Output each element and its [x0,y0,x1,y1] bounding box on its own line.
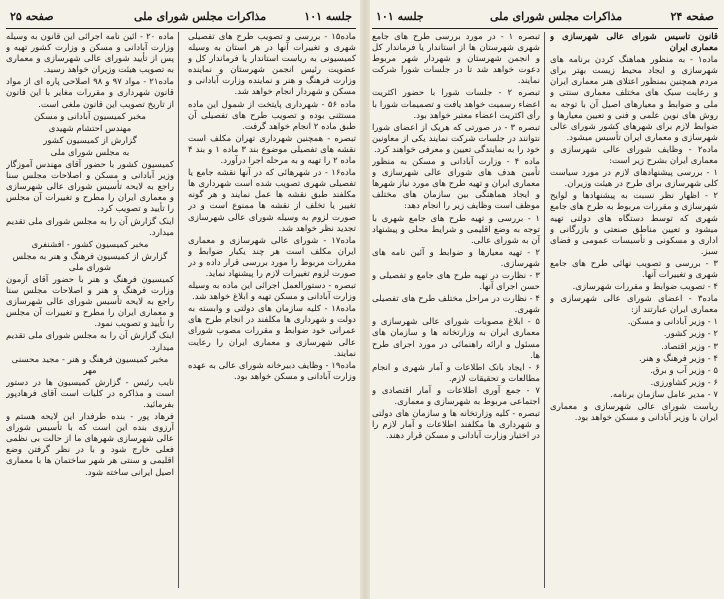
paragraph: اینک گزارش آن را به مجلس شورای ملی تقدیم میدارد. [6,216,174,238]
left-page-session: جلسه ۱۰۱ [304,10,352,23]
list-item: ۲ - تهیه معیارها و ضوابط و آئین نامه های شهرسازی. [372,247,540,269]
law-title: قانون تأسیس شورای عالی شهرسازی و معماری ایران [550,32,718,54]
report-heading: گزارش از کمیسیون کشور [43,135,137,146]
paragraph: ماده۲ - وظایف شورای عالی شهرسازی و معماری ایران بشرح زیر است: [550,144,718,167]
paragraph: اینک گزارش آن را به مجلس شورای ملی تقدیم میدارد. [6,331,174,353]
left-page-title: مذاکرات مجلس شورای ملی [134,10,267,23]
paragraph: کمیسیون فرهنگ و هنر با حضور آقای آزمون وزارت فرهنگ و هنر و اصلاحات مجلس سنا راجع به لایحه تأسیس شورای عالی شهرسازی و معماری ایران را مطرح و تغییرات آن مجلس را تأیید و تصویب نمود. [6,274,174,330]
right-page [372,8,718,593]
paragraph: تبصره - دستورالعمل اجرائی این ماده به وسیله وزارت آبادانی و مسکن تهیه و ابلاغ خواهد شد. [188,281,356,303]
paragraph: فرهاد پور - بنده طرفدار این لایحه هستم و آرزوی بنده این است که با تأسیس شورای عالی شهرسازی شهرهای ما از حالت بی نظمی فعلی خارج شود و با در نظر گرفتن وضع اقلیمی و سنتی هر شهر ساختمان ها با معماری اصیل ایرانی ساخته شود. [6,412,174,478]
right-page-columns [372,32,718,592]
paragraph: ماده ۲۰ - آئین نامه اجرائی این قانون به وسیله وزارت آبادانی و مسکن و وزارت کشور تهیه و پس از تأیید شورای عالی شهرسازی و معماری به تصویب هیئت وزیران خواهد رسید. [6,32,174,76]
paragraph: تبصره - همچنین شهرداری تهران مکلف است نقشه های تفصیلی موضوع بند ۳ ماده ۱ و بند ۴ ماده ۲ را تهیه و به مرحله اجرا درآورد. [188,133,356,167]
paragraph: ماده ۵۶ - شهرداری پایتخت از شمول این ماده مستثنی بوده و تصویب طرح های تفصیلی آن طبق ماده ۲ انجام خواهد گرفت. [188,99,356,132]
left-page-right-column [188,32,356,590]
list-item: ۴ - وزیر فرهنگ و هنر. [638,353,718,364]
list-item: ۶ - وزیر کشاورزی. [650,377,718,388]
list-item: ۵ - ابلاغ مصوبات شورای عالی شهرسازی و معماری ایران به وزارتخانه ها و سازمان های مسئول و ارائه راهنمائی در مورد اجرای طرح ها. [372,317,540,361]
list-item: ۳ - وزیر اقتصاد. [661,341,718,352]
list-item: ۳ - نظارت در تهیه طرح های جامع و تفصیلی و حسن اجرای آنها. [372,270,540,293]
list-item: ۷ - مدیر عامل سازمان برنامه. [610,389,718,400]
list-item: ۶ - ایجاد بانک اطلاعات و آمار شهری و انجام مطالعات و تحقیقات لازم. [372,362,540,384]
signature-line: مهندس احتشام شهیدی [48,123,132,134]
paragraph: ۲ - اظهار نظر نسبت به پیشنهادها و لوایح شهرسازی و مقررات مربوط به طرح های جامع شهری که توسط دستگاه های دولتی تهیه میشود و تعیین مناطق صنعتی و بازرگانی و اداری و مسکونی و تأسیسات عمومی و فضای سبز. [550,191,718,257]
paragraph: ۴ - تصویب ضوابط و مقررات شهرسازی. [572,282,718,293]
signature-line: مخبر کمیسیون آبادانی و مسکن [34,111,146,122]
right-page-session: جلسه ۱۰۱ [376,10,424,23]
paragraph: ماده۲۱ - مواد ۹۷ و ۹۸ اصلاحی پاره ای از مواد قانون شهرداری و مقررات مغایر با این قانون از تاریخ تصویب این قانون ملغی است. [6,77,174,110]
left-page-number: صفحه ۲۵ [10,10,54,23]
paragraph: ریاست شورای عالی شهرسازی و معماری ایران با وزیر آبادانی و مسکن خواهد بود. [550,402,718,424]
paragraph: ۳ - بررسی و تصویب نهائی طرح های جامع شهری و تغییرات آنها. [550,258,718,280]
signature-line: مخبر کمیسیون فرهنگ و هنر - مجید محسنی مهر [11,354,169,376]
right-page-left-column [372,32,540,590]
list-item: ۱ - بررسی و تهیه طرح های جامع شهری با توجه به وضع اقلیمی و شرایط محلی و پیشنهاد آن به شورای عالی. [372,213,540,246]
right-page-right-column [550,32,718,590]
report-heading: به مجلس شورای ملی [50,147,130,158]
list-item: ۷ - جمع آوری اطلاعات و آمار اقتصادی و اجتماعی مربوط به شهرسازی و معماری. [372,385,540,407]
right-page-number: صفحه ۲۴ [670,10,714,23]
left-page-columns [6,32,356,592]
paragraph: تبصره ۳ - در صورتی که هریک از اعضای شورا نتوانند در جلسات شرکت نمایند یکی از معاونین خود را به نمایندگی تعیین و معرفی خواهند کرد. [372,122,540,155]
paragraph: تبصره ۲ - جلسات شورا با حضور اکثریت اعضاء رسمیت خواهد یافت و تصمیمات شورا با رأی اکثریت اعضاء معتبر خواهد بود. [372,88,540,121]
book-gutter [360,0,370,599]
list-item: ۵ - وزیر آب و برق. [650,365,718,376]
paragraph: ۱ - بررسی پیشنهادهای لازم در مورد سیاست کلی شهرسازی برای طرح در هیئت وزیران. [550,168,718,190]
list-item: ۱ - وزیر آبادانی و مسکن. [627,317,718,328]
paragraph: ماده۱۷ - شورای عالی شهرسازی و معماری ایران مکلف است هر چند یکبار ضوابط و مقررات مربوط را مورد بررسی قرار داده و در صورت لزوم تغییرات لازم را پیشنهاد نماید. [188,235,356,279]
paragraph: ماده۱۵ - بررسی و تصویب طرح های تفصیلی شهری و تغییرات آنها در هر استان به وسیله کمیسیونی به ریاست استاندار یا فرماندار کل و عضویت رئیس انجمن شهرستان و نماینده وزارت فرهنگ و هنر و نماینده وزارت آبادانی و مسکن و شهردار انجام خواهد شد. [188,32,356,98]
paragraph: ماده ۴ - وزارت آبادانی و مسکن به منظور تأمین هدف های شورای عالی شهرسازی و معماری ایران و تهیه طرح های مورد نیاز شهرها و ایجاد هماهنگی بین سازمان های مختلف موظف است وظایف زیر را انجام دهد: [372,157,540,212]
right-page-title: مذاکرات مجلس شورای ملی [490,10,623,23]
signature-line: مخبر کمیسیون کشور - افشنفری [31,239,149,250]
paragraph: ماده۳ - اعضای شورای عالی شهرسازی و معماری ایران عبارتند از: [550,294,718,316]
left-page [6,8,356,593]
column-divider [178,32,179,588]
paragraph: ماده۱ - به منظور هماهنگ کردن برنامه های شهرسازی و ایجاد محیط زیست بهتر برای مردم همچنین بمنظور اعتلای هنر معماری ایران و رعایت سبک های مختلف معماری سنتی و ملی و ضوابط و معیارهای اصیل آن با توجه به روش های نوین علمی و فنی و تعیین معیارها و ضوابط لازم برای شهرهای کشور شورای عالی شهرسازی و معماری ایران تأسیس میشود. [550,55,718,143]
paragraph: نایب رئیس - گزارش کمیسیون ها در دستور است و مذاکره در کلیات است آقای فرهادپور بفرمائید. [6,377,174,410]
list-item: ۲ - وزیر کشور. [663,329,718,340]
right-page-header [372,8,718,29]
report-heading: گزارش از کمیسیون فرهنگ و هنر به مجلس شورای ملی [12,251,168,273]
list-item: ۴ - نظارت در مراحل مختلف طرح های تفصیلی شهری. [372,294,540,316]
left-page-header [6,8,356,29]
paragraph: ماده۱۹ - وظایف دبیرخانه شورای عالی به عهده وزارت آبادانی و مسکن خواهد بود. [188,360,356,382]
paragraph: ماده۱۸ - کلیه سازمان های دولتی و وابسته به دولت و شهرداری ها مکلفند در انجام طرح های عمرانی خود ضوابط و مقررات مصوب شورای عالی شهرسازی و معماری ایران را رعایت نمایند. [188,304,356,359]
column-divider [544,32,545,588]
paragraph: تبصره ۱ - در مورد بررسی طرح های جامع شهری شهرستان ها از استاندار یا فرماندار کل و انجمن شهرستان و شهردار شهر مربوط دعوت خواهد شد تا در جلسات شورا شرکت نمایند. [372,32,540,87]
paragraph: کمیسیون کشور با حضور آقای مهندس آموزگار وزیر آبادانی و مسکن و اصلاحات مجلس سنا راجع به لایحه تأسیس شورای عالی شهرسازی و معماری ایران را مطرح و تغییرات آن مجلس را تأیید و تصویب کرد. [6,160,174,215]
left-page-left-column [6,32,174,590]
paragraph: ماده۱۶ - در شهرهائی که در آنها نقشه جامع یا تفصیلی شهری تصویب شده است شهرداری ها مکلفند طبق نقشه ها عمل نمایند و هر گونه تغییر یا تخلف از نقشه ها ممنوع است و در صورت لزوم به وسیله شورای عالی شهرسازی تجدید نظر خواهد شد. [188,168,356,234]
paragraph: تبصره - کلیه وزارتخانه ها و سازمان های دولتی و شهرداری ها مکلفند اطلاعات و آمار لازم را در اختیار وزارت آبادانی و مسکن قرار دهند. [372,409,540,442]
